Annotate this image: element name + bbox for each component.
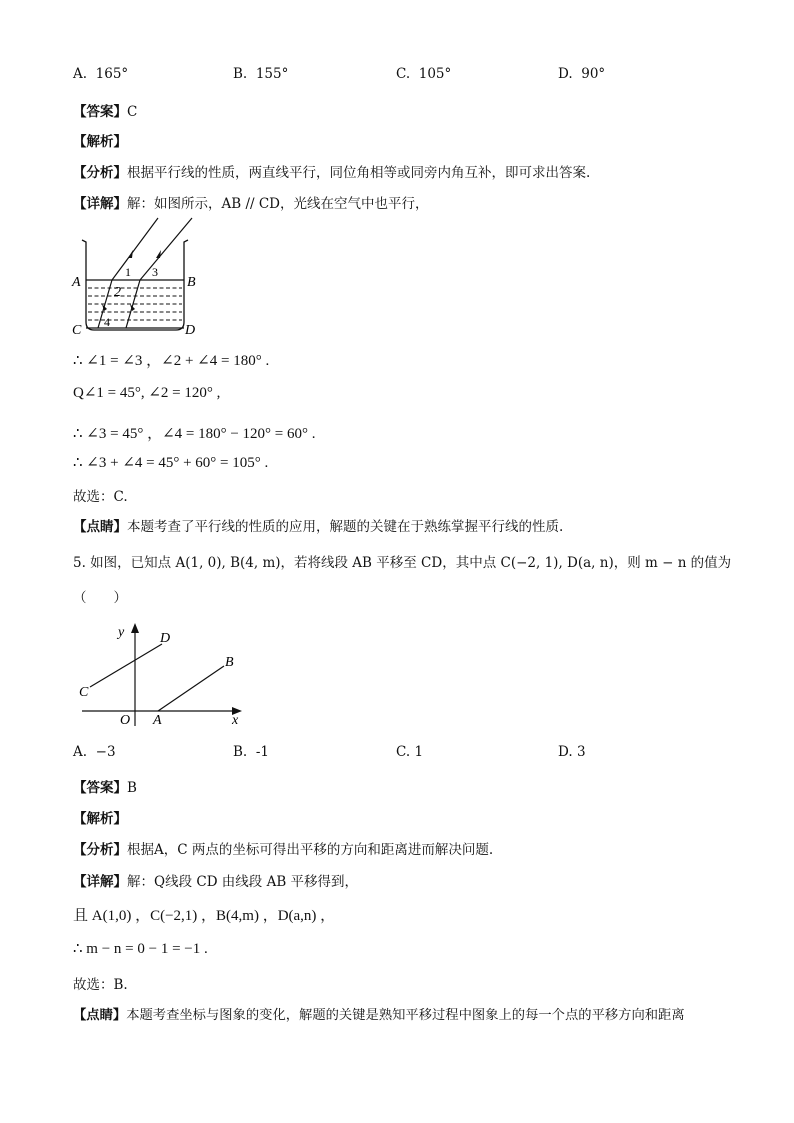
q4-dianjing: 【点睛】本题考查了平行线的性质的应用，解题的关键在于熟练掌握平行线的性质. — [73, 519, 564, 535]
q5-answer: 【答案】B — [73, 780, 137, 796]
q5-fenxi: 【分析】根据A，C 两点的坐标可得出平移的方向和距离进而解决问题. — [73, 842, 494, 858]
beaker-outline — [82, 240, 188, 330]
label-angle-3: 3 — [152, 265, 158, 279]
q5-option-a: A. −3 — [73, 744, 116, 760]
q4-step3: ∴ ∠3 = 45° ，∠4 = 180° − 120° = 60° . — [73, 426, 316, 442]
label-B: B — [187, 275, 196, 290]
label-angle-2: 2 — [114, 285, 121, 300]
label-D: D — [185, 323, 196, 338]
q5-option-c: C. 1 — [396, 744, 424, 760]
label-angle-4: 4 — [104, 315, 110, 329]
label-O: O — [120, 713, 131, 728]
q5-stem-line1: 5. 如图，已知点 A(1, 0), B(4, m)，若将线段 AB 平移至 CD，其中点 C(−2, 1), D(a, n)，则 m − n 的值为 — [73, 555, 732, 571]
label-angle-1: 1 — [125, 265, 131, 279]
q5-stem-line2: （ ） — [73, 590, 127, 606]
q5-choose: 故选：B. — [73, 977, 128, 993]
q5-analysis-tag: 【解析】 — [73, 811, 127, 827]
q4-step1: ∴ ∠1 = ∠3 ，∠2 + ∠4 = 180° . — [73, 353, 270, 369]
q5-dianjing: 【点睛】本题考查坐标与图象的变化，解题的关键是熟知平移过程中图象上的每一个点的平移方向和距离 — [73, 1008, 685, 1023]
q4-option-b: B. 155° — [233, 66, 289, 82]
q4-option-d: D. 90° — [558, 66, 606, 82]
q4-option-a: A. 165° — [73, 66, 129, 82]
label-B: B — [225, 655, 234, 670]
beaker-figure — [70, 216, 205, 338]
q5-step1: 且 A(1,0) ，C(−2,1) ，B(4,m) ，D(a,n) ， — [73, 908, 336, 924]
q5-option-b: B. -1 — [233, 744, 269, 760]
label-D: D — [160, 631, 171, 646]
answer-tag: 【答案】 — [73, 104, 127, 120]
q4-choose: 故选：C. — [73, 489, 128, 505]
y-axis-arrow — [131, 623, 139, 633]
ray-arrow — [156, 250, 161, 258]
q4-xiangjie: 【详解】解：如图所示，AB // CD，光线在空气中也平行， — [73, 196, 429, 212]
coordinate-figure — [74, 620, 249, 730]
segment-cd — [90, 644, 162, 687]
q5-step2: ∴ m − n = 0 − 1 = −1 . — [73, 941, 208, 957]
label-y: y — [118, 625, 125, 640]
q4-analysis-tag: 【解析】 — [73, 134, 127, 150]
q5-xiangjie: 【详解】解：Q线段 CD 由线段 AB 平移得到， — [73, 874, 359, 890]
q4-option-c: C. 105° — [396, 66, 452, 82]
label-C: C — [79, 685, 89, 700]
label-C: C — [72, 323, 82, 338]
q4-answer: 【答案】C — [73, 104, 138, 120]
q4-step2: Q∠1 = 45°, ∠2 = 120° , — [73, 385, 221, 401]
q5-option-d: D. 3 — [558, 744, 586, 760]
q4-fenxi: 【分析】根据平行线的性质，两直线平行，同位角相等或同旁内角互补，即可求出答案. — [73, 165, 591, 181]
q4-step4: ∴ ∠3 + ∠4 = 45° + 60° = 105° . — [73, 455, 269, 471]
label-A: A — [153, 713, 162, 728]
label-A: A — [72, 275, 81, 290]
label-x: x — [232, 713, 239, 728]
segment-ab — [158, 666, 224, 711]
